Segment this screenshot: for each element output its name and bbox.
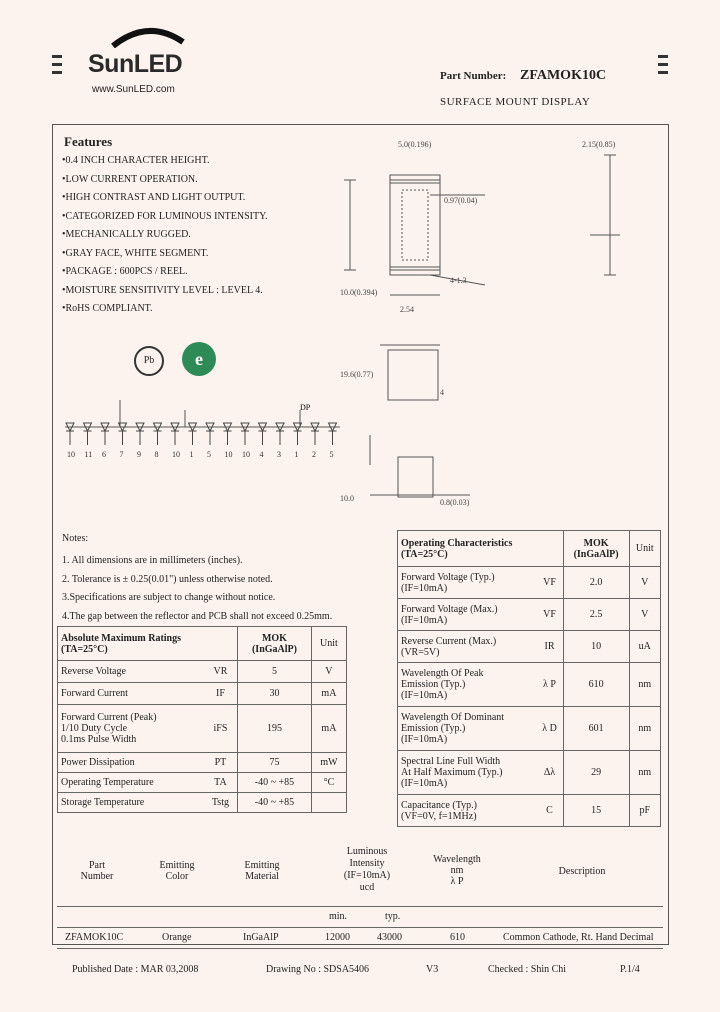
unit-cell: mW xyxy=(311,753,346,773)
param-cell: Forward Current (Peak) 1/10 Duty Cycle 0.1ms Pulse Width xyxy=(58,705,204,753)
symbol-cell: iFS xyxy=(204,705,238,753)
param-cell: Storage Temperature xyxy=(58,793,204,813)
value-cell: 5 xyxy=(238,661,312,683)
table-row xyxy=(398,599,661,631)
cell-description: Common Cathode, Rt. Hand Decimal xyxy=(503,932,654,943)
drawing-number: Drawing No : SDSA5406 xyxy=(266,964,370,975)
svg-text:19.6(0.77): 19.6(0.77) xyxy=(340,370,374,379)
op-char-product: MOK (InGaAlP) xyxy=(563,531,629,567)
feature-item: •0.4 INCH CHARACTER HEIGHT. xyxy=(62,155,210,166)
feature-item: •HIGH CONTRAST AND LIGHT OUTPUT. xyxy=(62,192,246,203)
cell-wavelength: 610 xyxy=(450,932,465,943)
symbol-cell: λ P xyxy=(536,663,563,707)
svg-text:4-1.3: 4-1.3 xyxy=(450,276,467,285)
note-item: 1. All dimensions are in millimeters (inches). xyxy=(62,555,243,566)
unit-cell: V xyxy=(629,599,660,631)
unit-cell: nm xyxy=(629,663,660,707)
table-row xyxy=(58,753,347,773)
pin-label: 8 xyxy=(154,450,159,459)
operating-characteristics-table xyxy=(397,530,661,827)
svg-text:2.54: 2.54 xyxy=(400,305,414,314)
value-cell: 75 xyxy=(238,753,312,773)
pin-label: 4 xyxy=(259,450,264,459)
param-cell: Forward Voltage (Typ.) (IF=10mA) xyxy=(398,567,537,599)
feature-item: •RoHS COMPLIANT. xyxy=(62,303,153,314)
value-cell: 601 xyxy=(563,707,629,751)
symbol-cell: VF xyxy=(536,599,563,631)
symbol-cell: IF xyxy=(204,683,238,705)
header-emitting-material: Emitting Material xyxy=(244,860,280,882)
page-number: P.1/4 xyxy=(620,964,640,975)
pin-label: 3 xyxy=(277,450,281,459)
cell-intensity-typ: 43000 xyxy=(377,932,402,943)
param-cell: Power Dissipation xyxy=(58,753,204,773)
left-bars-decoration xyxy=(52,55,62,79)
param-cell: Forward Current xyxy=(58,683,204,705)
symbol-cell: PT xyxy=(204,753,238,773)
header-description: Description xyxy=(558,866,606,877)
product-subtitle: SURFACE MOUNT DISPLAY xyxy=(440,96,591,108)
param-cell: Wavelength Of Dominant Emission (Typ.) (IF=10mA) xyxy=(398,707,537,751)
features-title: Features xyxy=(64,134,113,149)
param-cell: Reverse Voltage xyxy=(58,661,204,683)
value-cell: 30 xyxy=(238,683,312,705)
table-row xyxy=(58,661,347,683)
lead-free-badge-icon xyxy=(134,346,164,376)
version: V3 xyxy=(426,964,439,975)
abs-max-title: Absolute Maximum Ratings (TA=25°C) xyxy=(58,627,238,661)
pin-label: 1 xyxy=(189,450,194,459)
param-cell: Spectral Line Full Width At Half Maximum (Typ.) (IF=10mA) xyxy=(398,751,537,795)
features-list xyxy=(62,152,268,319)
symbol-cell: VR xyxy=(204,661,238,683)
cell-part-number: ZFAMOK10C xyxy=(65,932,124,943)
rohs-badge-text: e xyxy=(195,349,203,369)
svg-text:10.0: 10.0 xyxy=(340,494,354,503)
unit-cell: nm xyxy=(629,707,660,751)
value-cell: 10 xyxy=(563,631,629,663)
table-row xyxy=(58,683,347,705)
circuit-diagram xyxy=(60,385,360,465)
unit-cell: nm xyxy=(629,751,660,795)
table-row xyxy=(398,795,661,827)
symbol-cell: λ D xyxy=(536,707,563,751)
pin-label: 10 xyxy=(172,450,180,459)
feature-item: •PACKAGE : 600PCS / REEL. xyxy=(62,266,188,277)
cell-intensity-min: 12000 xyxy=(325,932,350,943)
selection-headers xyxy=(57,846,663,896)
footer xyxy=(0,964,720,978)
symbol-cell: IR xyxy=(536,631,563,663)
symbol-cell: Δλ xyxy=(536,751,563,795)
checked-by: Checked : Shin Chi xyxy=(488,964,567,975)
svg-text:5.0(0.196): 5.0(0.196) xyxy=(398,140,432,149)
param-cell: Wavelength Of Peak Emission (Typ.) (IF=10mA) xyxy=(398,663,537,707)
value-cell: 15 xyxy=(563,795,629,827)
table-row xyxy=(398,663,661,707)
value-cell: 2.0 xyxy=(563,567,629,599)
op-char-unit-header: Unit xyxy=(629,531,660,567)
param-cell: Reverse Current (Max.) (VR=5V) xyxy=(398,631,537,663)
table-row xyxy=(58,793,347,813)
op-char-title: Operating Characteristics (TA=25°C) xyxy=(398,531,564,567)
cell-material: InGaAlP xyxy=(243,932,279,943)
logo: SunLED xyxy=(88,50,183,78)
param-cell: Capacitance (Typ.) (VF=0V, f=1MHz) xyxy=(398,795,537,827)
unit-cell: pF xyxy=(629,795,660,827)
abs-max-product: MOK (InGaAlP) xyxy=(238,627,312,661)
unit-cell: mA xyxy=(311,705,346,753)
symbol-cell: TA xyxy=(204,773,238,793)
absolute-max-ratings-table xyxy=(57,626,347,813)
package-dimension-drawing xyxy=(320,135,665,525)
table-row xyxy=(58,773,347,793)
pin-label: 10 xyxy=(242,450,250,459)
feature-item: •MECHANICALLY RUGGED. xyxy=(62,229,191,240)
param-cell: Forward Voltage (Max.) (IF=10mA) xyxy=(398,599,537,631)
value-cell: -40 ~ +85 xyxy=(238,793,312,813)
pin-label: 6 xyxy=(102,450,106,459)
pin-label: 2 xyxy=(312,450,316,459)
selection-subheader xyxy=(57,906,663,927)
table-row xyxy=(58,705,347,753)
header-part-number: Part Number xyxy=(80,860,114,882)
part-number-label: Part Number: xyxy=(440,70,507,82)
header-emitting-color: Emitting Color xyxy=(159,860,195,882)
part-number: ZFAMOK10C xyxy=(520,68,607,83)
param-cell: Operating Temperature xyxy=(58,773,204,793)
svg-text:0.8(0.03): 0.8(0.03) xyxy=(440,498,470,507)
value-cell: 195 xyxy=(238,705,312,753)
unit-cell: V xyxy=(311,661,346,683)
value-cell: 610 xyxy=(563,663,629,707)
selection-row xyxy=(57,927,663,949)
value-cell: 2.5 xyxy=(563,599,629,631)
svg-text:0.97(0.04): 0.97(0.04) xyxy=(444,196,478,205)
unit-cell: V xyxy=(629,567,660,599)
cell-color: Orange xyxy=(162,932,192,943)
svg-text:10.0(0.394): 10.0(0.394) xyxy=(340,288,378,297)
note-item: 4.The gap between the reflector and PCB shall not exceed 0.25mm. xyxy=(62,610,333,622)
pin-label: 10 xyxy=(67,450,75,459)
pin-label: 1 xyxy=(294,450,299,459)
svg-text:2.15(0.85): 2.15(0.85) xyxy=(582,140,616,149)
feature-item: •GRAY FACE, WHITE SEGMENT. xyxy=(62,247,209,259)
table-row xyxy=(398,751,661,795)
symbol-cell: Tstg xyxy=(204,793,238,813)
abs-max-unit-header: Unit xyxy=(311,627,346,661)
selection-guide xyxy=(57,846,663,949)
pin-label: 7 xyxy=(119,450,124,459)
unit-cell: mA xyxy=(311,683,346,705)
table-row xyxy=(398,631,661,663)
pin-label: 10 xyxy=(224,450,233,459)
rohs-badge-icon xyxy=(182,342,216,376)
note-item: 3.Specifications are subject to change without notice. xyxy=(62,592,276,603)
notes-list xyxy=(62,552,332,626)
header-luminous-intensity: Luminous Intensity (IF=10mA) ucd xyxy=(343,846,391,893)
value-cell: -40 ~ +85 xyxy=(238,773,312,793)
sub-typ: typ. xyxy=(385,911,401,922)
notes-title: Notes: xyxy=(62,533,89,544)
unit-cell: °C xyxy=(311,773,346,793)
logo-arc-icon xyxy=(108,24,188,48)
symbol-cell: VF xyxy=(536,567,563,599)
right-bars-decoration xyxy=(658,55,668,79)
unit-cell xyxy=(311,793,346,813)
published-date: Published Date : MAR 03,2008 xyxy=(72,964,199,975)
value-cell: 29 xyxy=(563,751,629,795)
pin-label: 11 xyxy=(84,450,93,459)
unit-cell: uA xyxy=(629,631,660,663)
feature-item: •MOISTURE SENSITIVITY LEVEL : LEVEL 4. xyxy=(62,284,263,296)
pin-label: 5 xyxy=(329,450,334,459)
feature-item: •LOW CURRENT OPERATION. xyxy=(62,173,198,185)
sub-min: min. xyxy=(329,911,348,922)
note-item: 2. Tolerance is ± 0.25(0.01") unless otherwise noted. xyxy=(62,573,273,585)
company-url[interactable]: www.SunLED.com xyxy=(92,84,175,95)
lead-free-badge-text: Pb xyxy=(143,355,155,366)
header-wavelength: Wavelength nm λ P xyxy=(433,854,481,887)
table-row xyxy=(398,567,661,599)
table-row xyxy=(398,707,661,751)
pin-label: 5 xyxy=(207,450,211,459)
pin-label: 9 xyxy=(137,450,141,459)
dp-label: DP xyxy=(300,403,311,412)
symbol-cell: C xyxy=(536,795,563,827)
svg-text:4: 4 xyxy=(440,388,444,397)
feature-item: •CATEGORIZED FOR LUMINOUS INTENSITY. xyxy=(62,210,268,222)
